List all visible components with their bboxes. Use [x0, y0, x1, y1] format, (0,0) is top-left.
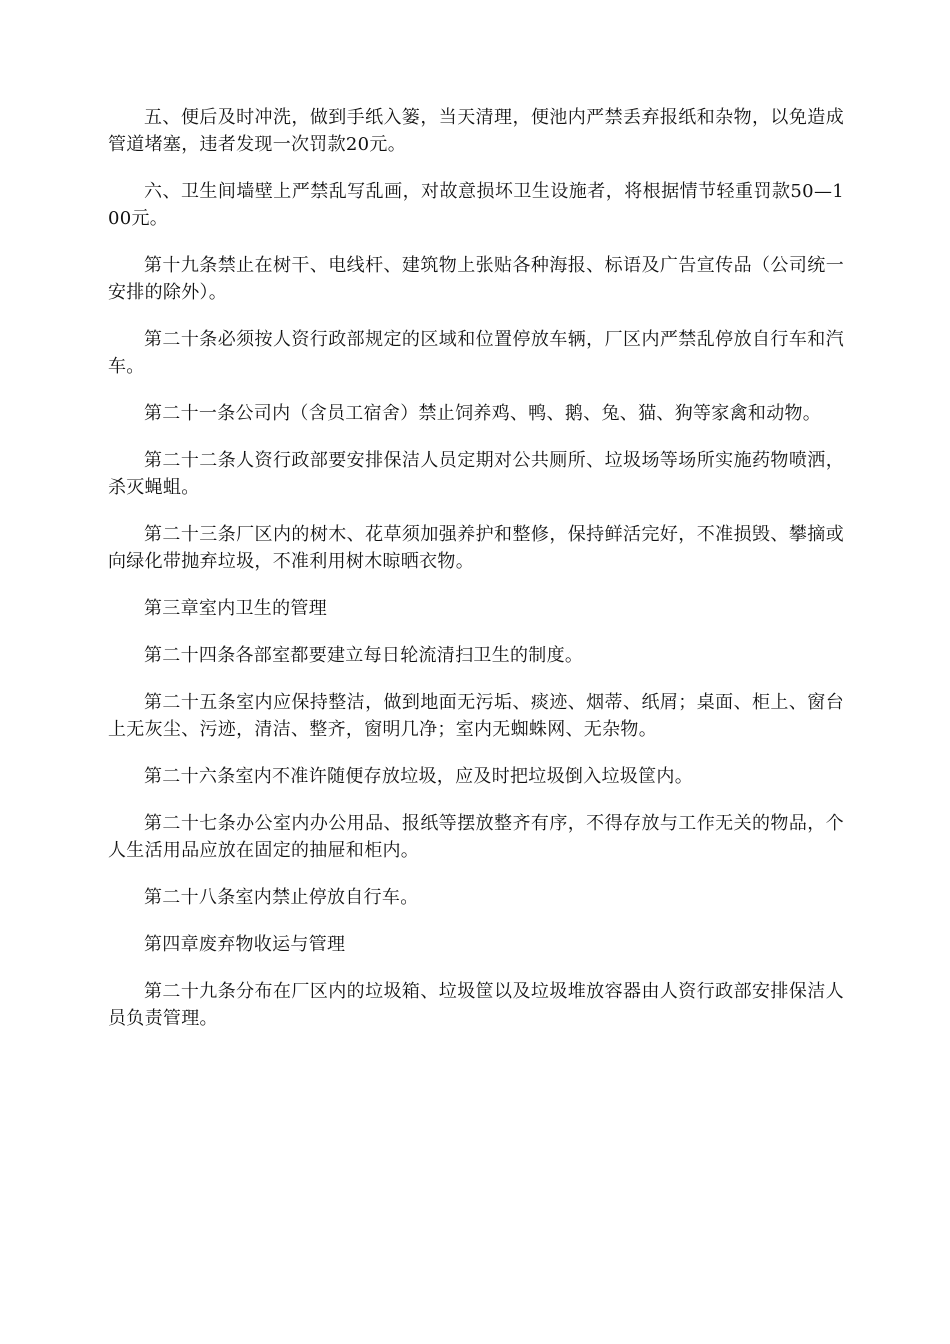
document-body [108, 104, 844, 1052]
paragraph-article-25: 第二十五条室内应保持整洁，做到地面无污垢、痰迹、烟蒂、纸屑；桌面、柜上、窗台上无灰尘、污迹，清洁、整齐，窗明几净；室内无蜘蛛网、无杂物。 [108, 692, 844, 740]
paragraph-article-24: 第二十四条各部室都要建立每日轮流清扫卫生的制度。 [144, 645, 584, 666]
paragraph-article-27: 第二十七条办公室内办公用品、报纸等摆放整齐有序，不得存放与工作无关的物品，个人生活用品应放在固定的抽屉和柜内。 [108, 813, 844, 861]
paragraph-article-21: 第二十一条公司内（含员工宿舍）禁止饲养鸡、鸭、鹅、兔、猫、狗等家禽和动物。 [144, 403, 822, 424]
paragraph-article-23: 第二十三条厂区内的树木、花草须加强养护和整修，保持鲜活完好，不准损毁、攀摘或向绿化带抛弃垃圾，不准利用树木晾晒衣物。 [108, 524, 844, 572]
paragraph-article-26: 第二十六条室内不准许随便存放垃圾，应及时把垃圾倒入垃圾筐内。 [144, 766, 693, 787]
paragraph-article-28: 第二十八条室内禁止停放自行车。 [144, 887, 419, 908]
paragraph-rule-5: 五、便后及时冲洗，做到手纸入篓，当天清理，便池内严禁丢弃报纸和杂物，以免造成管道堵塞，违者发现一次罚款20元。 [108, 107, 844, 155]
chapter-4-heading: 第四章废弃物收运与管理 [144, 934, 346, 955]
paragraph-rule-6: 六、卫生间墙壁上严禁乱写乱画，对故意损坏卫生设施者，将根据情节轻重罚款50—100元。 [108, 181, 844, 229]
paragraph-article-19: 第十九条禁止在树干、电线杆、建筑物上张贴各种海报、标语及广告宣传品（公司统一安排的除外）。 [108, 255, 844, 303]
paragraph-article-20: 第二十条必须按人资行政部规定的区域和位置停放车辆，厂区内严禁乱停放自行车和汽车。 [108, 329, 844, 377]
paragraph-article-29: 第二十九条分布在厂区内的垃圾箱、垃圾筐以及垃圾堆放容器由人资行政部安排保洁人员负责管理。 [108, 981, 844, 1029]
paragraph-article-22: 第二十二条人资行政部要安排保洁人员定期对公共厕所、垃圾场等场所实施药物喷洒，杀灭蝇蛆。 [108, 450, 844, 498]
chapter-3-heading: 第三章室内卫生的管理 [144, 598, 327, 619]
